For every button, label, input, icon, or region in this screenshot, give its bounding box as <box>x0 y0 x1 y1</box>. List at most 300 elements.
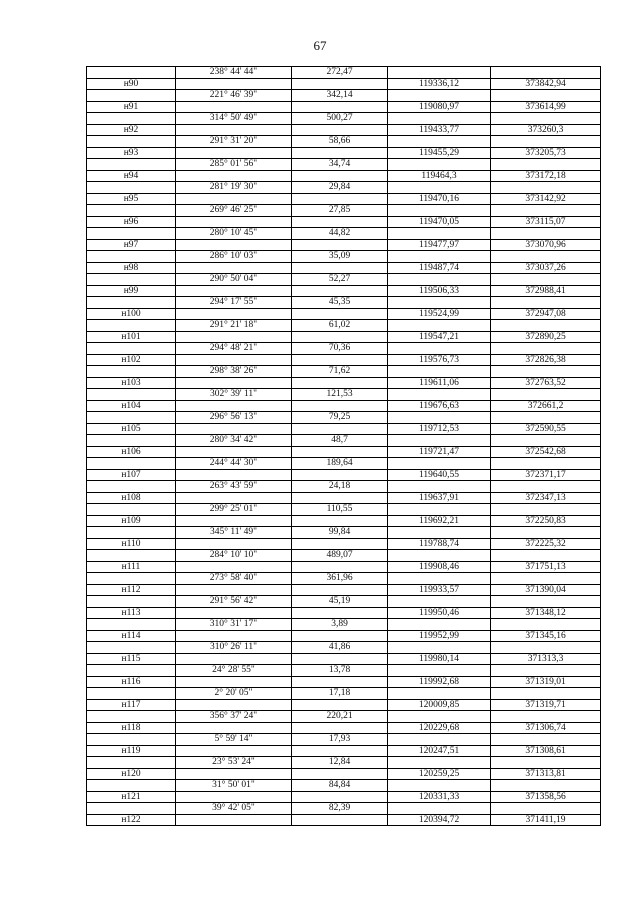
x-coordinate-cell <box>388 711 491 723</box>
direction-angle-cell: 280° 10' 45" <box>176 228 292 240</box>
direction-angle-cell: 294° 48' 21" <box>176 343 292 355</box>
point-cell: н112 <box>87 584 176 596</box>
distance-cell: 12,84 <box>292 757 388 769</box>
distance-cell <box>292 630 388 642</box>
point-row <box>87 377 601 389</box>
x-coordinate-cell: 119692,21 <box>388 515 491 527</box>
distance-cell <box>292 170 388 182</box>
distance-cell: 48,7 <box>292 435 388 447</box>
point-cell <box>87 389 176 401</box>
distance-cell: 189,64 <box>292 458 388 470</box>
y-coordinate-cell <box>491 205 601 217</box>
distance-cell <box>292 584 388 596</box>
distance-cell: 342,14 <box>292 90 388 102</box>
distance-cell <box>292 308 388 320</box>
point-cell: н94 <box>87 170 176 182</box>
point-row <box>87 492 601 504</box>
direction-angle-cell <box>176 216 292 228</box>
point-row <box>87 814 601 826</box>
y-coordinate-cell: 372542,68 <box>491 446 601 458</box>
x-coordinate-cell: 119980,14 <box>388 653 491 665</box>
point-row <box>87 285 601 297</box>
point-cell: н108 <box>87 492 176 504</box>
distance-cell: 71,62 <box>292 366 388 378</box>
direction-angle-cell <box>176 538 292 550</box>
direction-angle-cell <box>176 768 292 780</box>
x-coordinate-cell: 119547,21 <box>388 331 491 343</box>
x-coordinate-cell <box>388 596 491 608</box>
point-cell: н96 <box>87 216 176 228</box>
segment-row <box>87 159 601 171</box>
distance-cell: 272,47 <box>292 67 388 79</box>
direction-angle-cell: 244° 44' 30" <box>176 458 292 470</box>
direction-angle-cell: 31° 50' 01" <box>176 780 292 792</box>
y-coordinate-cell: 371411,19 <box>491 814 601 826</box>
point-cell: н90 <box>87 78 176 90</box>
y-coordinate-cell <box>491 435 601 447</box>
point-row <box>87 262 601 274</box>
x-coordinate-cell: 119576,73 <box>388 354 491 366</box>
distance-cell <box>292 722 388 734</box>
x-coordinate-cell: 119712,53 <box>388 423 491 435</box>
distance-cell: 99,84 <box>292 527 388 539</box>
distance-cell <box>292 239 388 251</box>
distance-cell: 84,84 <box>292 780 388 792</box>
direction-angle-cell: 284° 10' 10" <box>176 550 292 562</box>
distance-cell: 45,19 <box>292 596 388 608</box>
direction-angle-cell: 291° 56' 42" <box>176 596 292 608</box>
direction-angle-cell <box>176 607 292 619</box>
direction-angle-cell <box>176 722 292 734</box>
x-coordinate-cell <box>388 504 491 516</box>
point-cell: н92 <box>87 124 176 136</box>
x-coordinate-cell <box>388 665 491 677</box>
point-row <box>87 170 601 182</box>
y-coordinate-cell <box>491 159 601 171</box>
point-cell <box>87 780 176 792</box>
x-coordinate-cell <box>388 320 491 332</box>
point-row <box>87 101 601 113</box>
y-coordinate-cell: 372225,32 <box>491 538 601 550</box>
x-coordinate-cell <box>388 734 491 746</box>
y-coordinate-cell <box>491 67 601 79</box>
distance-cell: 61,02 <box>292 320 388 332</box>
distance-cell <box>292 124 388 136</box>
direction-angle-cell <box>176 262 292 274</box>
point-cell <box>87 412 176 424</box>
x-coordinate-cell <box>388 573 491 585</box>
segment-row <box>87 504 601 516</box>
distance-cell <box>292 377 388 389</box>
point-row <box>87 653 601 665</box>
x-coordinate-cell <box>388 205 491 217</box>
point-row <box>87 676 601 688</box>
direction-angle-cell <box>176 147 292 159</box>
segment-row <box>87 550 601 562</box>
x-coordinate-cell <box>388 757 491 769</box>
direction-angle-cell: 298° 38' 26" <box>176 366 292 378</box>
x-coordinate-cell <box>388 642 491 654</box>
segment-row <box>87 803 601 815</box>
direction-angle-cell: 281° 19' 30" <box>176 182 292 194</box>
direction-angle-cell: 24° 28' 55" <box>176 665 292 677</box>
direction-angle-cell: 269° 46' 25" <box>176 205 292 217</box>
x-coordinate-cell <box>388 343 491 355</box>
y-coordinate-cell <box>491 596 601 608</box>
x-coordinate-cell <box>388 251 491 263</box>
x-coordinate-cell: 119640,55 <box>388 469 491 481</box>
point-cell <box>87 711 176 723</box>
point-cell <box>87 297 176 309</box>
distance-cell: 220,21 <box>292 711 388 723</box>
direction-angle-cell: 291° 21' 18" <box>176 320 292 332</box>
direction-angle-cell <box>176 791 292 803</box>
point-row <box>87 584 601 596</box>
point-cell: н102 <box>87 354 176 366</box>
direction-angle-cell <box>176 377 292 389</box>
point-cell: н117 <box>87 699 176 711</box>
direction-angle-cell <box>176 400 292 412</box>
distance-cell: 41,86 <box>292 642 388 654</box>
point-cell <box>87 228 176 240</box>
point-cell: н93 <box>87 147 176 159</box>
point-row <box>87 515 601 527</box>
x-coordinate-cell <box>388 619 491 631</box>
distance-cell <box>292 400 388 412</box>
y-coordinate-cell: 373142,92 <box>491 193 601 205</box>
point-row <box>87 446 601 458</box>
distance-cell <box>292 101 388 113</box>
segment-row <box>87 297 601 309</box>
x-coordinate-cell: 120247,51 <box>388 745 491 757</box>
segment-row <box>87 274 601 286</box>
y-coordinate-cell <box>491 458 601 470</box>
y-coordinate-cell <box>491 182 601 194</box>
point-row <box>87 630 601 642</box>
point-row <box>87 193 601 205</box>
y-coordinate-cell <box>491 274 601 286</box>
distance-cell <box>292 423 388 435</box>
y-coordinate-cell: 373205,73 <box>491 147 601 159</box>
point-cell <box>87 343 176 355</box>
direction-angle-cell: 310° 31' 17" <box>176 619 292 631</box>
y-coordinate-cell: 372250,83 <box>491 515 601 527</box>
segment-row <box>87 205 601 217</box>
distance-cell: 24,18 <box>292 481 388 493</box>
y-coordinate-cell <box>491 550 601 562</box>
distance-cell <box>292 814 388 826</box>
point-row <box>87 354 601 366</box>
direction-angle-cell: 2° 20' 05" <box>176 688 292 700</box>
y-coordinate-cell: 371313,81 <box>491 768 601 780</box>
distance-cell <box>292 538 388 550</box>
point-cell: н98 <box>87 262 176 274</box>
distance-cell: 361,96 <box>292 573 388 585</box>
x-coordinate-cell: 119721,47 <box>388 446 491 458</box>
point-cell: н121 <box>87 791 176 803</box>
x-coordinate-cell: 119637,91 <box>388 492 491 504</box>
direction-angle-cell <box>176 561 292 573</box>
direction-angle-cell <box>176 193 292 205</box>
x-coordinate-cell <box>388 113 491 125</box>
y-coordinate-cell <box>491 297 601 309</box>
x-coordinate-cell: 119470,05 <box>388 216 491 228</box>
y-coordinate-cell <box>491 389 601 401</box>
point-cell <box>87 320 176 332</box>
distance-cell: 13,78 <box>292 665 388 677</box>
x-coordinate-cell: 119477,97 <box>388 239 491 251</box>
point-cell <box>87 504 176 516</box>
distance-cell: 82,39 <box>292 803 388 815</box>
distance-cell <box>292 745 388 757</box>
y-coordinate-cell: 371358,56 <box>491 791 601 803</box>
y-coordinate-cell <box>491 366 601 378</box>
x-coordinate-cell <box>388 274 491 286</box>
y-coordinate-cell <box>491 757 601 769</box>
segment-row <box>87 90 601 102</box>
y-coordinate-cell: 371306,74 <box>491 722 601 734</box>
point-cell <box>87 803 176 815</box>
direction-angle-cell: 294° 17' 55" <box>176 297 292 309</box>
direction-angle-cell <box>176 469 292 481</box>
segment-row <box>87 711 601 723</box>
point-cell <box>87 136 176 148</box>
point-cell: н101 <box>87 331 176 343</box>
segment-row <box>87 343 601 355</box>
point-cell <box>87 688 176 700</box>
segment-row <box>87 573 601 585</box>
y-coordinate-cell: 373260,3 <box>491 124 601 136</box>
x-coordinate-cell: 119487,74 <box>388 262 491 274</box>
y-coordinate-cell <box>491 481 601 493</box>
x-coordinate-cell: 119908,46 <box>388 561 491 573</box>
direction-angle-cell <box>176 78 292 90</box>
distance-cell: 489,07 <box>292 550 388 562</box>
segment-row <box>87 228 601 240</box>
direction-angle-cell: 285° 01' 56" <box>176 159 292 171</box>
segment-row <box>87 412 601 424</box>
distance-cell <box>292 515 388 527</box>
point-row <box>87 124 601 136</box>
y-coordinate-cell: 371319,71 <box>491 699 601 711</box>
point-cell: н91 <box>87 101 176 113</box>
x-coordinate-cell: 119933,57 <box>388 584 491 596</box>
point-cell <box>87 550 176 562</box>
point-cell: н116 <box>87 676 176 688</box>
x-coordinate-cell: 120009,85 <box>388 699 491 711</box>
direction-angle-cell: 23° 53' 24" <box>176 757 292 769</box>
segment-row <box>87 665 601 677</box>
segment-row <box>87 366 601 378</box>
x-coordinate-cell: 119950,46 <box>388 607 491 619</box>
direction-angle-cell: 280° 34' 42" <box>176 435 292 447</box>
direction-angle-cell <box>176 630 292 642</box>
y-coordinate-cell <box>491 711 601 723</box>
direction-angle-cell: 39° 42' 05" <box>176 803 292 815</box>
distance-cell <box>292 262 388 274</box>
point-cell <box>87 251 176 263</box>
coordinates-table <box>86 66 601 826</box>
point-cell: н103 <box>87 377 176 389</box>
direction-angle-cell: 5° 59' 14" <box>176 734 292 746</box>
distance-cell: 3,89 <box>292 619 388 631</box>
y-coordinate-cell: 371345,16 <box>491 630 601 642</box>
point-cell: н118 <box>87 722 176 734</box>
point-cell <box>87 642 176 654</box>
y-coordinate-cell: 372947,08 <box>491 308 601 320</box>
x-coordinate-cell: 119433,77 <box>388 124 491 136</box>
distance-cell: 27,85 <box>292 205 388 217</box>
y-coordinate-cell <box>491 320 601 332</box>
x-coordinate-cell: 119506,33 <box>388 285 491 297</box>
y-coordinate-cell <box>491 90 601 102</box>
segment-row <box>87 596 601 608</box>
distance-cell <box>292 331 388 343</box>
y-coordinate-cell: 372347,13 <box>491 492 601 504</box>
segment-row <box>87 688 601 700</box>
x-coordinate-cell <box>388 228 491 240</box>
x-coordinate-cell: 119455,29 <box>388 147 491 159</box>
point-row <box>87 745 601 757</box>
direction-angle-cell: 286° 10' 03" <box>176 251 292 263</box>
point-cell: н109 <box>87 515 176 527</box>
distance-cell: 45,35 <box>292 297 388 309</box>
point-cell <box>87 481 176 493</box>
y-coordinate-cell: 373037,26 <box>491 262 601 274</box>
x-coordinate-cell <box>388 389 491 401</box>
x-coordinate-cell <box>388 182 491 194</box>
direction-angle-cell <box>176 101 292 113</box>
x-coordinate-cell: 119952,99 <box>388 630 491 642</box>
point-cell: н104 <box>87 400 176 412</box>
direction-angle-cell: 221° 46' 39" <box>176 90 292 102</box>
distance-cell <box>292 561 388 573</box>
y-coordinate-cell <box>491 412 601 424</box>
x-coordinate-cell <box>388 159 491 171</box>
x-coordinate-cell <box>388 412 491 424</box>
y-coordinate-cell <box>491 803 601 815</box>
x-coordinate-cell: 119611,06 <box>388 377 491 389</box>
y-coordinate-cell <box>491 136 601 148</box>
distance-cell <box>292 216 388 228</box>
point-cell <box>87 573 176 585</box>
y-coordinate-cell: 372826,38 <box>491 354 601 366</box>
x-coordinate-cell: 119992,68 <box>388 676 491 688</box>
point-cell: н113 <box>87 607 176 619</box>
segment-row <box>87 481 601 493</box>
y-coordinate-cell <box>491 780 601 792</box>
point-cell <box>87 159 176 171</box>
x-coordinate-cell <box>388 527 491 539</box>
direction-angle-cell: 302° 39' 11" <box>176 389 292 401</box>
y-coordinate-cell <box>491 619 601 631</box>
y-coordinate-cell <box>491 228 601 240</box>
y-coordinate-cell <box>491 343 601 355</box>
point-row <box>87 308 601 320</box>
x-coordinate-cell: 120259,25 <box>388 768 491 780</box>
y-coordinate-cell <box>491 642 601 654</box>
point-cell <box>87 90 176 102</box>
direction-angle-cell <box>176 308 292 320</box>
point-row <box>87 78 601 90</box>
direction-angle-cell: 290° 50' 04" <box>176 274 292 286</box>
x-coordinate-cell <box>388 780 491 792</box>
direction-angle-cell <box>176 446 292 458</box>
segment-row <box>87 734 601 746</box>
y-coordinate-cell: 372763,52 <box>491 377 601 389</box>
segment-row <box>87 527 601 539</box>
direction-angle-cell <box>176 676 292 688</box>
distance-cell <box>292 446 388 458</box>
point-cell: н106 <box>87 446 176 458</box>
direction-angle-cell <box>176 331 292 343</box>
direction-angle-cell: 345° 11' 49" <box>176 527 292 539</box>
point-cell: н114 <box>87 630 176 642</box>
y-coordinate-cell <box>491 734 601 746</box>
x-coordinate-cell <box>388 481 491 493</box>
x-coordinate-cell <box>388 803 491 815</box>
x-coordinate-cell <box>388 297 491 309</box>
distance-cell: 70,36 <box>292 343 388 355</box>
point-cell <box>87 527 176 539</box>
point-cell: н120 <box>87 768 176 780</box>
x-coordinate-cell <box>388 688 491 700</box>
direction-angle-cell <box>176 124 292 136</box>
x-coordinate-cell <box>388 550 491 562</box>
y-coordinate-cell: 371308,61 <box>491 745 601 757</box>
segment-row <box>87 642 601 654</box>
y-coordinate-cell: 371390,04 <box>491 584 601 596</box>
point-row <box>87 607 601 619</box>
segment-row <box>87 251 601 263</box>
point-cell: н119 <box>87 745 176 757</box>
y-coordinate-cell: 373614,99 <box>491 101 601 113</box>
point-cell <box>87 182 176 194</box>
distance-cell <box>292 699 388 711</box>
distance-cell: 110,55 <box>292 504 388 516</box>
distance-cell <box>292 653 388 665</box>
coordinates-table-body <box>87 67 601 826</box>
x-coordinate-cell: 120331,33 <box>388 791 491 803</box>
segment-row <box>87 113 601 125</box>
point-cell <box>87 734 176 746</box>
point-cell <box>87 665 176 677</box>
point-cell: н100 <box>87 308 176 320</box>
point-cell <box>87 205 176 217</box>
distance-cell <box>292 469 388 481</box>
direction-angle-cell: 291° 31' 20" <box>176 136 292 148</box>
direction-angle-cell <box>176 170 292 182</box>
segment-row <box>87 435 601 447</box>
direction-angle-cell <box>176 492 292 504</box>
distance-cell <box>292 791 388 803</box>
point-cell: н97 <box>87 239 176 251</box>
direction-angle-cell: 273° 58' 40" <box>176 573 292 585</box>
x-coordinate-cell <box>388 458 491 470</box>
segment-row <box>87 458 601 470</box>
point-cell <box>87 274 176 286</box>
point-cell: н110 <box>87 538 176 550</box>
y-coordinate-cell: 372890,25 <box>491 331 601 343</box>
point-cell <box>87 458 176 470</box>
distance-cell <box>292 676 388 688</box>
x-coordinate-cell: 119676,63 <box>388 400 491 412</box>
distance-cell <box>292 354 388 366</box>
direction-angle-cell <box>176 515 292 527</box>
point-row <box>87 331 601 343</box>
segment-row <box>87 619 601 631</box>
point-cell <box>87 67 176 79</box>
